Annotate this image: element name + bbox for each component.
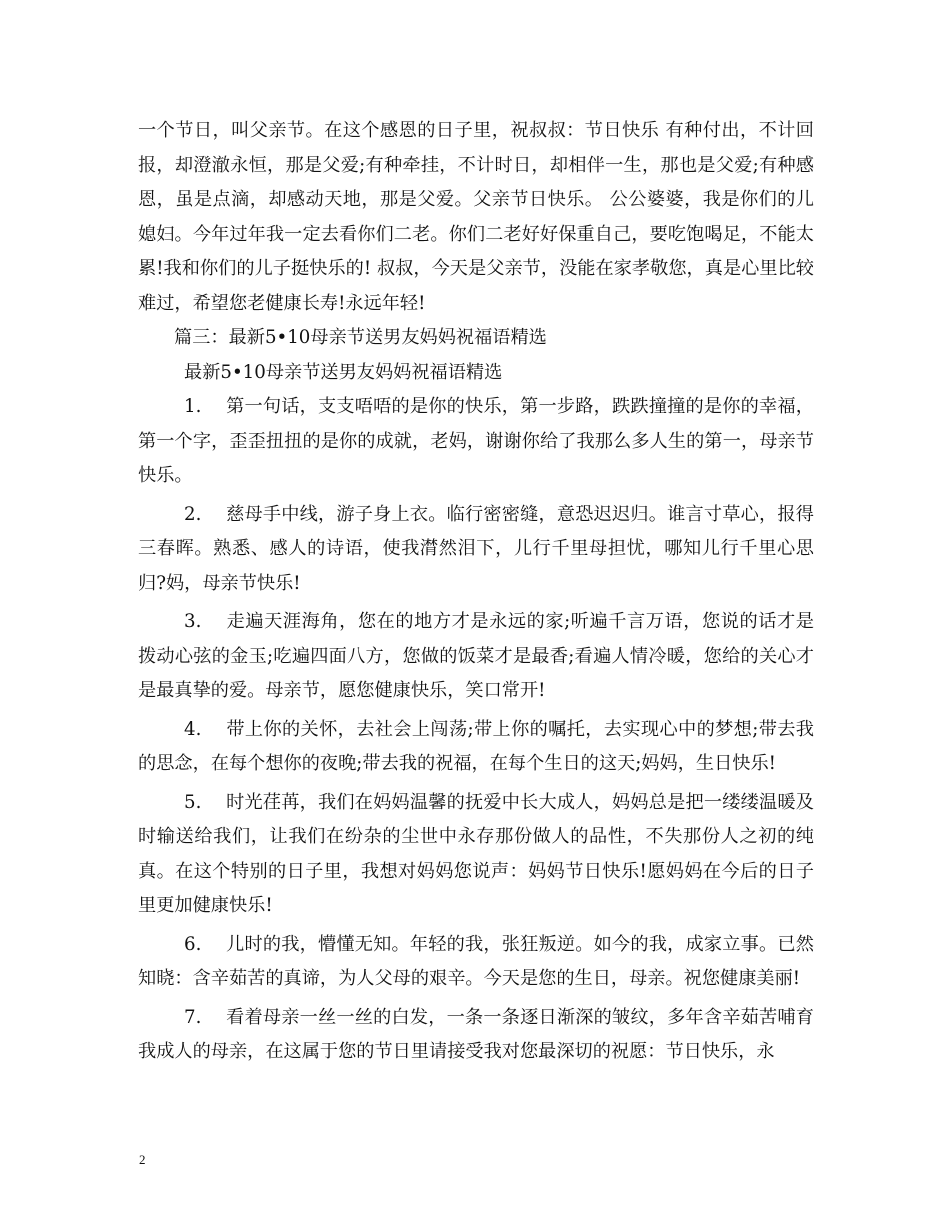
section-subheading: 最新5•10母亲节送男友妈妈祝福语精选 [184,361,503,383]
list-item-text: 走遍天涯海角，您在的地方才是永远的家;听遍千言万语，您说的话才是拨动心弦的金玉;吃遍四面八方，您做的饭菜才是最香;看遍人情冷暖，您给的关心才是最真挚的爱。母亲节，愿您健康快乐，笑口常开! [138,611,814,701]
page-number: 2 [139,1152,146,1167]
list-item-number: 3. [184,611,202,632]
list-item-number: 1. [184,396,202,417]
list-item [138,390,814,494]
list-item-number: 6. [184,933,202,955]
list-item-number: 4. [184,718,202,740]
intro-paragraph: 一个节日，叫父亲节。在这个感恩的日子里，祝叔叔：节日快乐 有种付出，不计回报，却澄澈永恒，那是父爱;有种牵挂，不计时日，却相伴一生，那也是父爱;有种感恩，虽是点滴，却感动天地，那是父爱。父亲节日快乐。 公公婆婆，我是你们的儿媳妇。今年过年我一定去看你们二老。你们二老好好保重自己，要吃饱喝足，不能太累!我和你们的儿子挺快乐的! 叔叔，今天是父亲节，没能在家孝敬您，真是心里比较难过，希望您老健康长寿!永远年轻! [138,120,814,314]
list-item-text: 时光荏苒，我们在妈妈温馨的抚爱中长大成人，妈妈总是把一缕缕温暖及时输送给我们，让我们在纷杂的尘世中永存那份做人的品性，不失那份人之初的纯真。在这个特别的日子里，我想对妈妈您说声：妈妈节日快乐!愿妈妈在今后的日子里更加健康快乐! [138,791,814,916]
list-item-text: 带上你的关怀，去社会上闯荡;带上你的嘱托，去实现心中的梦想;带去我的思念，在每个想你的夜晚;带去我的祝福，在每个生日的这天;妈妈，生日快乐! [138,718,814,774]
list-item [138,605,814,709]
list-item [138,498,814,602]
list-item-text: 第一句话，支支唔唔的是你的快乐，第一步路，跌跌撞撞的是你的幸福，第一个字，歪歪扭扭的是你的成就，老妈，谢谢你给了我那么多人生的第一，母亲节快乐。 [138,396,814,486]
list-item [138,713,814,782]
document-body [138,114,814,1070]
list-item-text: 儿时的我，懵懂无知。年轻的我，张狂叛逆。如今的我，成家立事。已然知晓：含辛茹苦的真谛，为人父母的艰辛。今天是您的生日，母亲。祝您健康美丽! [138,933,814,989]
list-item [138,786,814,924]
list-item-text: 看着母亲一丝一丝的白发，一条一条逐日渐深的皱纹，多年含辛茹苦哺育我成人的母亲，在这属于您的节日里请接受我对您最深切的祝愿：节日快乐，永 [138,1006,814,1062]
list-item-text: 慈母手中线，游子身上衣。临行密密缝，意恐迟迟归。谁言寸草心，报得三春晖。熟悉、感人的诗语，使我潸然泪下，儿行千里母担忧，哪知儿行千里心思归?妈，母亲节快乐! [138,503,814,594]
list-item-number: 7. [184,1006,202,1028]
list-item [138,1001,814,1070]
list-item [138,928,814,997]
section-heading: 篇三：最新5•10母亲节送男友妈妈祝福语精选 [174,327,547,348]
list-item-number: 5. [184,791,202,813]
list-item-number: 2. [184,503,202,525]
